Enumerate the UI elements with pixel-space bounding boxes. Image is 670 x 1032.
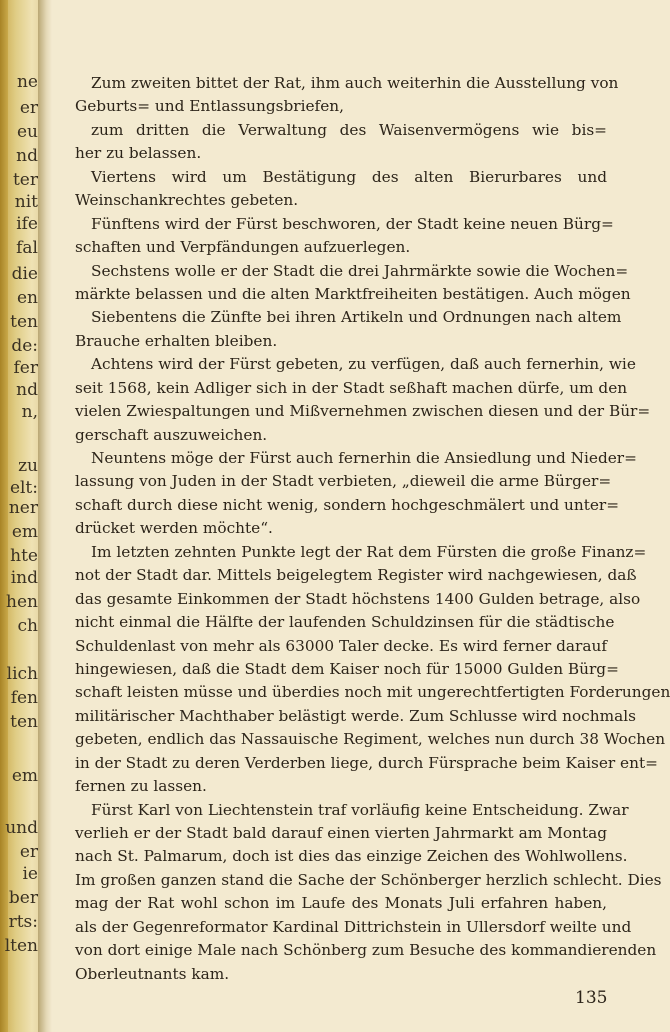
facing-page-fragment: und bbox=[5, 818, 38, 838]
facing-page-fragment: ife bbox=[16, 214, 38, 234]
text-line: nicht einmal die Hälfte der laufenden Schuldzinsen für die städtische bbox=[75, 613, 615, 632]
facing-page-fragment: nd bbox=[16, 146, 38, 166]
body-text bbox=[75, 72, 670, 986]
text-line: militärischer Machthaber belästigt werde. Zum Schlusse wird nochmals bbox=[75, 706, 636, 725]
facing-page-fragment: eu bbox=[16, 122, 38, 142]
text-line: nach St. Palmarum, doch ist dies das einzige Zeichen des Wohlwollens. bbox=[75, 847, 628, 866]
facing-page-fragment: en bbox=[16, 288, 38, 308]
facing-page-fragment: ind bbox=[10, 568, 38, 588]
facing-page-fragment: em bbox=[11, 766, 38, 786]
text-line: seit 1568, kein Adliger sich in der Stadt seßhaft machen dürfe, um den bbox=[75, 378, 628, 397]
text-line: her zu belassen. bbox=[75, 144, 202, 163]
text-line: Schuldenlast von mehr als 63000 Taler decke. Es wird ferner darauf bbox=[75, 636, 607, 655]
text-line: Fünftens wird der Fürst beschworen, der Stadt keine neuen Bürg= bbox=[91, 214, 614, 233]
facing-page-fragment: ch bbox=[17, 616, 38, 636]
facing-page-fragment: ber bbox=[8, 888, 38, 908]
text-line: Siebentens die Zünfte bei ihren Artikeln und Ordnungen nach altem bbox=[91, 308, 622, 327]
facing-page-fragment: ter bbox=[12, 170, 38, 190]
facing-page-fragment: n, bbox=[21, 402, 38, 422]
text-line: gebeten, endlich das Nassauische Regiment, welches nun durch 38 Wochen bbox=[75, 730, 666, 749]
text-line: Weinschankrechtes gebeten. bbox=[75, 191, 299, 210]
text-line: hingewiesen, daß die Stadt dem Kaiser noch für 15000 Gulden Bürg= bbox=[75, 659, 619, 678]
text-line: gerschaft auszuweichen. bbox=[75, 425, 268, 444]
text-line: lassung von Juden in der Stadt verbieten, „dieweil die arme Bürger= bbox=[75, 472, 612, 491]
facing-page-fragment: er bbox=[19, 98, 38, 118]
text-line: verlieh er der Stadt bald darauf einen vierten Jahrmarkt am Montag bbox=[75, 824, 607, 842]
text-line: von dort einige Male nach Schönberg zum Besuche des kommandierenden bbox=[75, 941, 657, 960]
text-line: mag der Rat wohl schon im Laufe des Monats Juli erfahren haben, bbox=[75, 894, 607, 913]
facing-page-fragment: hte bbox=[10, 546, 38, 566]
page-edge-shadow bbox=[0, 0, 8, 1032]
facing-page-fragment: ten bbox=[10, 712, 38, 732]
facing-page-fragment: nd bbox=[16, 380, 38, 400]
facing-page-edge bbox=[0, 0, 40, 1032]
text-line: Achtens wird der Fürst gebeten, zu verfügen, daß auch fernerhin, wie bbox=[91, 355, 636, 374]
text-line: zum dritten die Verwaltung des Waisenvermögens wie bis= bbox=[91, 120, 607, 139]
text-line: Oberleutnants kam. bbox=[75, 964, 230, 983]
text-line: schaften und Verpfändungen aufzuerlegen. bbox=[75, 238, 411, 257]
facing-page-fragment: ie bbox=[22, 864, 38, 884]
text-line: Fürst Karl von Liechtenstein traf vorläufig keine Entscheidung. Zwar bbox=[91, 800, 629, 819]
text-line: Zum zweiten bittet der Rat, ihm auch weiterhin die Ausstellung von bbox=[91, 74, 619, 92]
facing-page-fragment: fer bbox=[13, 358, 38, 378]
text-line: Sechstens wolle er der Stadt die drei Jahrmärkte sowie die Wochen= bbox=[91, 261, 629, 280]
text-line: Neuntens möge der Fürst auch fernerhin die Ansiedlung und Nieder= bbox=[91, 449, 637, 467]
text-line: Im großen ganzen stand die Sache der Schönberger herzlich schlecht. Dies bbox=[75, 870, 662, 889]
facing-page-fragment: zu bbox=[18, 456, 38, 476]
facing-page-fragment: fen bbox=[10, 688, 38, 708]
text-line: drücket werden möchte“. bbox=[75, 519, 273, 538]
text-line: schaft leisten müsse und überdies noch mit ungerechtfertigten Forderungen bbox=[75, 683, 670, 702]
facing-page-fragment: lten bbox=[4, 936, 38, 956]
facing-page-fragment: rts: bbox=[8, 912, 38, 932]
text-line: als der Gegenreformator Kardinal Dittrichstein in Ullersdorf weilte und bbox=[75, 917, 632, 936]
facing-page-fragment: lich bbox=[6, 664, 38, 684]
text-line: fernen zu lassen. bbox=[75, 777, 207, 796]
facing-page-fragment: elt: bbox=[9, 478, 38, 498]
facing-page-fragment: er bbox=[19, 842, 38, 862]
book-gutter bbox=[38, 0, 52, 1032]
text-line: das gesamte Einkommen der Stadt höchstens 1400 Gulden betrage, also bbox=[75, 589, 641, 608]
text-line: vielen Zwiespaltungen und Mißvernehmen zwischen diesen und der Bür= bbox=[75, 402, 651, 421]
text-line: Viertens wird um Bestätigung des alten Bierurbares und bbox=[91, 167, 607, 186]
facing-page-fragment: ner bbox=[8, 498, 38, 518]
facing-page-fragment: nit bbox=[14, 192, 38, 212]
text-line: Im letzten zehnten Punkte legt der Rat dem Fürsten die große Finanz= bbox=[91, 542, 647, 561]
facing-page-fragment: die bbox=[11, 264, 38, 284]
facing-page-fragment: ne bbox=[16, 72, 38, 92]
text-line: not der Stadt dar. Mittels beigelegtem Register wird nachgewiesen, daß bbox=[75, 566, 637, 585]
text-line: märkte belassen und die alten Marktfreiheiten bestätigen. Auch mögen bbox=[75, 284, 631, 303]
text-line: Brauche erhalten bleiben. bbox=[75, 331, 278, 350]
text-line: schaft durch diese nicht wenig, sondern hochgeschmälert und unter= bbox=[75, 495, 620, 514]
page-number: 135 bbox=[575, 988, 608, 1008]
text-line: in der Stadt zu deren Verderben liege, durch Fürsprache beim Kaiser ent= bbox=[75, 753, 658, 772]
facing-page-fragment: fal bbox=[16, 238, 38, 258]
facing-page-fragment: em bbox=[11, 522, 38, 542]
facing-page-fragment: hen bbox=[6, 592, 38, 612]
facing-page-fragment: ten bbox=[10, 312, 38, 332]
facing-page-fragment: de: bbox=[11, 336, 38, 356]
text-line: Geburts= und Entlassungsbriefen, bbox=[75, 97, 344, 116]
